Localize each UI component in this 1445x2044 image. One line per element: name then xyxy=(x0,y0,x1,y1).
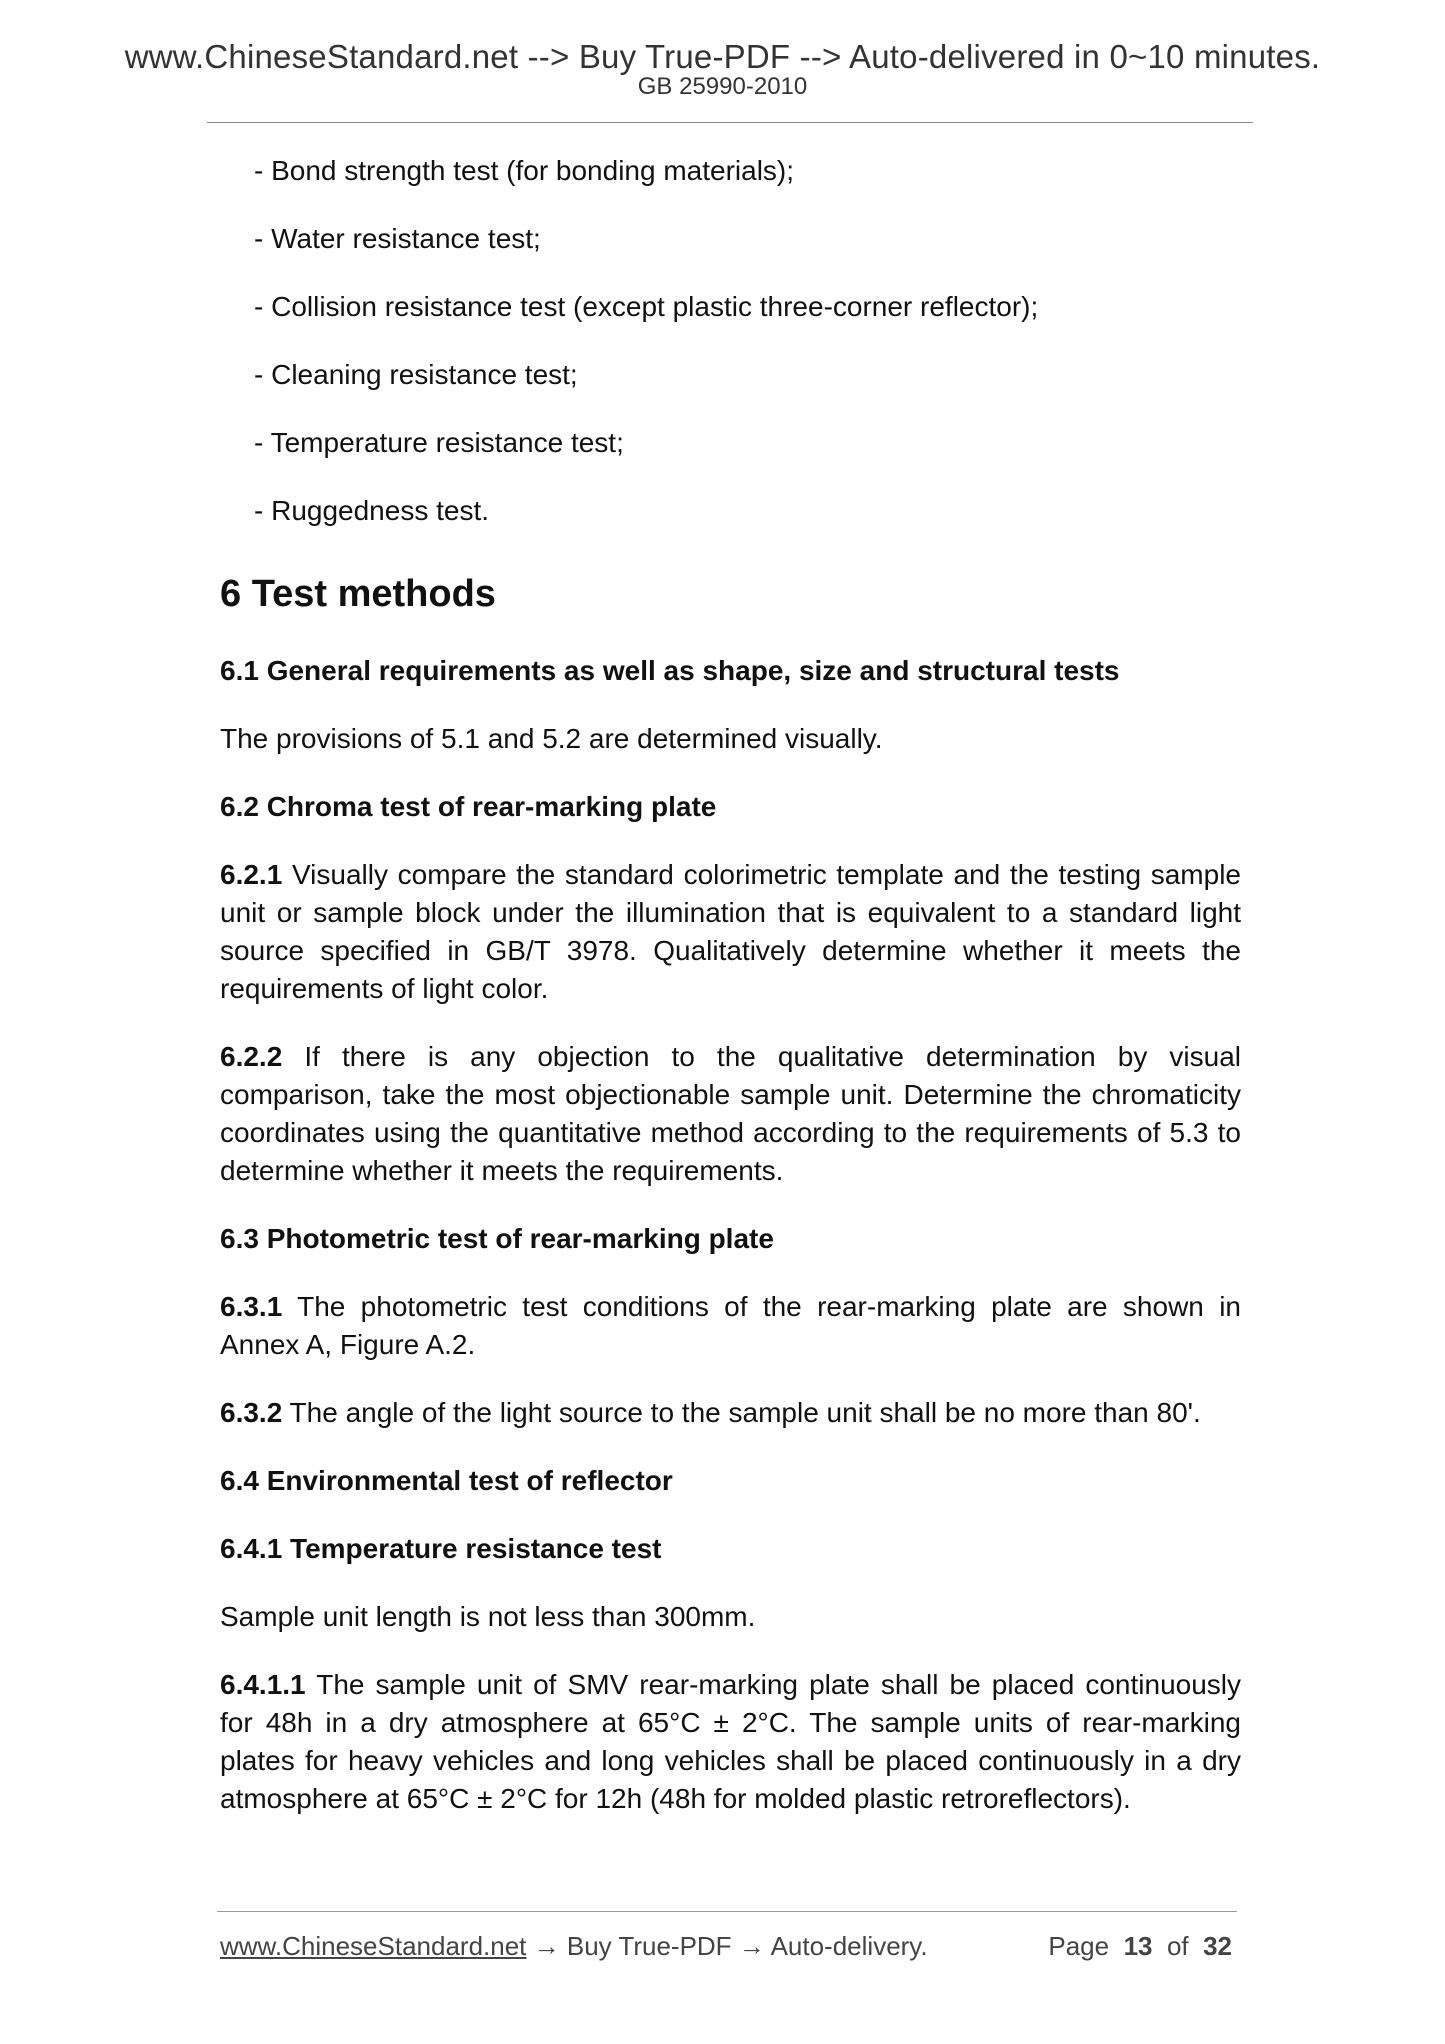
page-content xyxy=(220,152,1241,1848)
standard-number: GB 25990-2010 xyxy=(637,73,808,100)
of-label: of xyxy=(1166,1931,1189,1961)
section-6-4-1-text: Sample unit length is not less than 300mm. xyxy=(220,1601,756,1632)
clause-number: 6.4.1.1 xyxy=(220,1669,306,1700)
section-6-4-1-heading: 6.4.1 Temperature resistance test xyxy=(220,1533,662,1564)
footer-promo xyxy=(220,1931,928,1962)
list-item: - Collision resistance test (except plastic three-corner reflector); xyxy=(254,291,1039,322)
clause-6-2-2 xyxy=(220,1038,1241,1190)
clause-6-4-1-1 xyxy=(220,1666,1241,1818)
page-total: 32 xyxy=(1203,1931,1232,1961)
clause-number: 6.2.1 xyxy=(220,859,283,890)
list-item: - Ruggedness test. xyxy=(254,495,490,526)
footer-promo-text: → Buy True-PDF → Auto-delivery. xyxy=(526,1931,928,1961)
clause-text: The sample unit of SMV rear-marking plate shall be placed continuously for 48h in a dry atmosphere at 65°C ± 2°C. The sample units of rear-marking plates for heavy vehicles and long vehicles shall be placed continuously in a dry atmosphere at 65°C ± 2°C for 12h (48h for molded plastic retroreflectors). xyxy=(220,1669,1241,1814)
section-6-4-heading: 6.4 Environmental test of reflector xyxy=(220,1465,673,1496)
clause-6-3-1 xyxy=(220,1288,1241,1364)
header-banner: www.ChineseStandard.net --> Buy True-PDF --> Auto-delivered in 0~10 minutes. xyxy=(124,38,1321,75)
page-number: 13 xyxy=(1123,1931,1153,1961)
header-divider xyxy=(207,122,1253,123)
list-item: - Water resistance test; xyxy=(254,223,541,254)
clause-number: 6.2.2 xyxy=(220,1041,283,1072)
section-6-1-text: The provisions of 5.1 and 5.2 are determined visually. xyxy=(220,723,883,754)
clause-text: If there is any objection to the qualitative determination by visual comparison, take the most objectionable sample unit. Determine the chromaticity coordinates using the quantitative method according to the requirements of 5.3 to determine whether it meets the requirements. xyxy=(220,1041,1241,1186)
section-6-1-heading: 6.1 General requirements as well as shape, size and structural tests xyxy=(220,655,1120,686)
clause-number: 6.3.1 xyxy=(220,1291,283,1322)
clause-text: The photometric test conditions of the rear-marking plate are shown in Annex A, Figure A.2. xyxy=(220,1291,1241,1360)
clause-6-3-2 xyxy=(220,1394,1241,1432)
section-6-title: 6 Test methods xyxy=(220,573,496,615)
section-6-2-heading: 6.2 Chroma test of rear-marking plate xyxy=(220,791,717,822)
footer-site-link[interactable]: www.ChineseStandard.net xyxy=(220,1931,527,1961)
footer-divider xyxy=(217,1911,1237,1912)
page-indicator xyxy=(1048,1931,1232,1962)
clause-text: Visually compare the standard colorimetric template and the testing sample unit or sample block under the illumination that is equivalent to a standard light source specified in GB/T 3978. Qualitatively determine whether it meets the requirements of light color. xyxy=(220,859,1241,1004)
page-footer xyxy=(220,1931,1232,1971)
section-6-3-heading: 6.3 Photometric test of rear-marking plate xyxy=(220,1223,774,1254)
page-label: Page xyxy=(1048,1931,1110,1961)
clause-6-2-1 xyxy=(220,856,1241,1008)
clause-text: The angle of the light source to the sample unit shall be no more than 80'. xyxy=(282,1397,1201,1428)
list-item: - Temperature resistance test; xyxy=(254,427,624,458)
list-item: - Cleaning resistance test; xyxy=(254,359,578,390)
clause-number: 6.3.2 xyxy=(220,1397,283,1428)
list-item: - Bond strength test (for bonding materials); xyxy=(254,155,795,186)
